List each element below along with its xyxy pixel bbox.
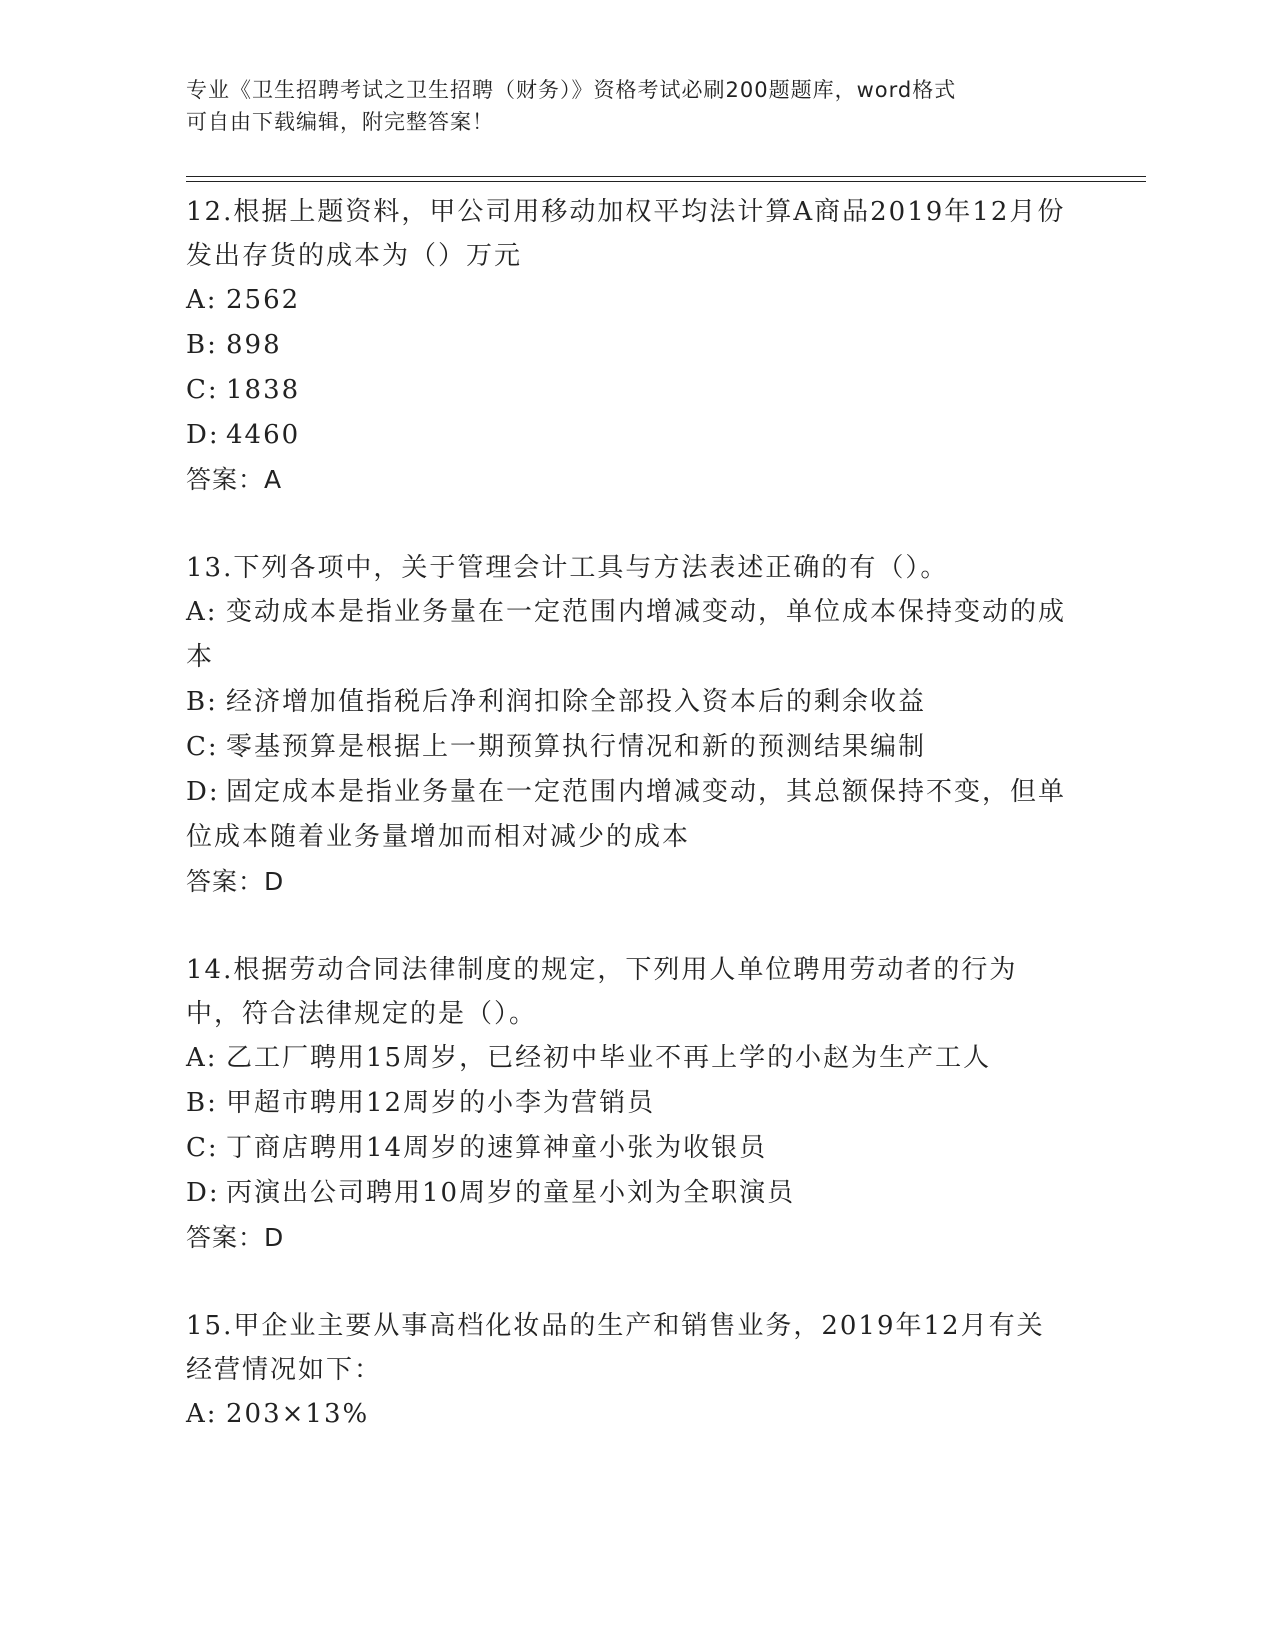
option-c	[186, 368, 1066, 413]
option-b	[186, 323, 1066, 368]
question-stem: 15.甲企业主要从事高档化妆品的生产和销售业务，2019年12月有关经营情况如下：	[186, 1311, 1045, 1385]
option-letter: A:	[186, 285, 218, 315]
option-b	[186, 680, 1066, 725]
answer: 答案：D	[186, 867, 285, 896]
option-text: 203×13%	[226, 1399, 370, 1429]
option-text: 4460	[226, 420, 301, 450]
option-b	[186, 1081, 1066, 1126]
header-line-1: 专业《卫生招聘考试之卫生招聘（财务）》资格考试必刷200题题库，word格式	[186, 78, 957, 102]
option-letter: A:	[186, 1043, 218, 1073]
header-divider-bottom	[186, 181, 1146, 182]
document-header	[186, 74, 1066, 138]
option-letter: B:	[186, 1088, 218, 1118]
question-14	[186, 948, 1066, 1260]
option-text: 变动成本是指业务量在一定范围内增减变动，单位成本保持变动的成本	[186, 597, 1067, 672]
option-text: 甲超市聘用12周岁的小李为营销员	[226, 1088, 656, 1118]
option-text: 经济增加值指税后净利润扣除全部投入资本后的剩余收益	[226, 687, 927, 717]
question-list	[186, 190, 1066, 1481]
question-13	[186, 546, 1066, 904]
option-letter: B:	[186, 687, 218, 717]
option-letter: D:	[186, 420, 220, 450]
option-c	[186, 725, 1066, 770]
option-letter: A:	[186, 1399, 218, 1429]
option-a	[186, 278, 1066, 323]
option-a	[186, 1392, 1066, 1437]
option-d	[186, 413, 1066, 458]
answer: 答案：A	[186, 465, 283, 494]
option-c	[186, 1126, 1066, 1171]
option-a	[186, 590, 1066, 680]
option-text: 1838	[226, 375, 301, 405]
option-letter: D:	[186, 1178, 220, 1208]
option-letter: B:	[186, 330, 218, 360]
option-d	[186, 1171, 1066, 1216]
question-15	[186, 1304, 1066, 1437]
option-letter: C:	[186, 375, 219, 405]
option-text: 乙工厂聘用15周岁，已经初中毕业不再上学的小赵为生产工人	[226, 1043, 992, 1073]
option-text: 固定成本是指业务量在一定范围内增减变动，其总额保持不变，但单位成本随着业务量增加而相对减少的成本	[186, 777, 1067, 852]
option-letter: C:	[186, 1133, 219, 1163]
answer: 答案：D	[186, 1223, 285, 1252]
header-line-2: 可自由下载编辑，附完整答案！	[186, 110, 494, 134]
option-text: 零基预算是根据上一期预算执行情况和新的预测结果编制	[226, 732, 927, 762]
question-stem: 13.下列各项中，关于管理会计工具与方法表述正确的有（）。	[186, 553, 949, 583]
option-d	[186, 770, 1066, 860]
option-letter: C:	[186, 732, 219, 762]
question-stem: 14.根据劳动合同法律制度的规定，下列用人单位聘用劳动者的行为中，符合法律规定的是（）。	[186, 955, 1018, 1029]
option-text: 丁商店聘用14周岁的速算神童小张为收银员	[226, 1133, 768, 1163]
question-12	[186, 190, 1066, 502]
option-text: 丙演出公司聘用10周岁的童星小刘为全职演员	[226, 1178, 796, 1208]
option-text: 2562	[226, 285, 301, 315]
question-stem: 12.根据上题资料，甲公司用移动加权平均法计算A商品2019年12月份发出存货的成本为（）万元	[186, 197, 1066, 271]
header-divider-top	[186, 176, 1146, 177]
option-letter: D:	[186, 777, 220, 807]
option-text: 898	[226, 330, 282, 360]
option-a	[186, 1036, 1066, 1081]
option-letter: A:	[186, 597, 218, 627]
